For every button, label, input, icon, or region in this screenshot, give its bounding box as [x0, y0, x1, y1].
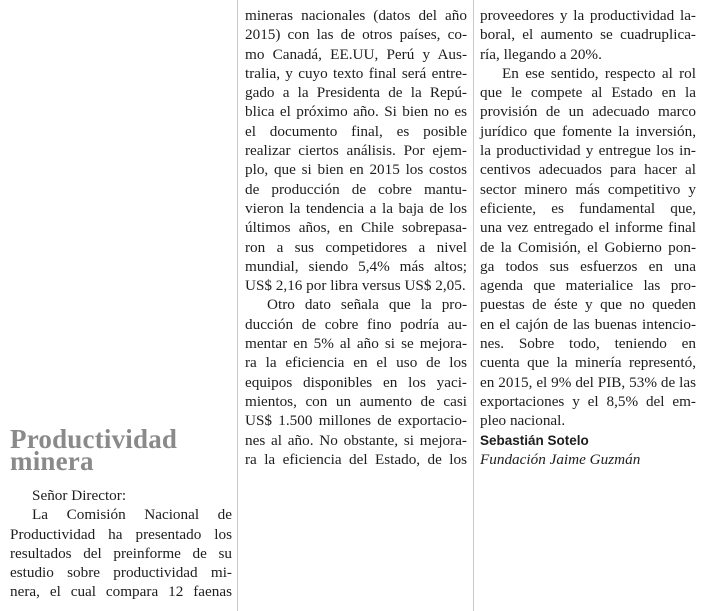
- column-rule: [237, 0, 238, 611]
- text-line: últimos años, en Chile sobrepasa-: [245, 219, 467, 237]
- text-line: plo, que si bien en 2015 los costos: [245, 161, 467, 179]
- text-line: La Comisión Nacional de: [32, 506, 232, 524]
- text-line: ra la eficiencia del Estado, de los: [245, 450, 467, 468]
- letter-column-2: [245, 6, 467, 469]
- text-line: de la Comisión, el Gobierno pon-: [480, 238, 696, 256]
- text-line: blica el próximo año. Si bien no es: [245, 103, 467, 121]
- text-line: US$ 2,16 por libra versus US$ 2,05.: [245, 277, 466, 295]
- letter-headline: [10, 424, 232, 476]
- column-rule: [473, 0, 474, 611]
- text-line: la productividad y entregue los in-: [480, 142, 696, 160]
- letter-column-1: [10, 424, 232, 602]
- text-line: en 2015, el 9% del PIB, 53% de las: [480, 373, 696, 391]
- text-line: una vez entregado el informe final: [480, 219, 696, 237]
- text-line: sector minero más competitivo y: [480, 180, 696, 198]
- text-line: proveedores y la productividad la-: [480, 7, 696, 24]
- text-line: mineras nacionales (datos del año: [245, 7, 467, 24]
- author-organization: Fundación Jaime Guzmán: [480, 450, 641, 468]
- text-line: resultados del preinforme de su: [10, 544, 232, 562]
- letter-author: Sebastián Sotelo: [480, 432, 589, 448]
- text-line: de producción de cobre mantu-: [245, 180, 467, 198]
- text-line: que le compete al Estado en la: [480, 84, 696, 102]
- text-line: ducción de cobre fino podría au-: [245, 315, 467, 333]
- text-line: estudio sobre productividad mi-: [10, 564, 232, 582]
- text-line: centivos adecuados para hacer al: [480, 161, 696, 179]
- text-line: nes al año. No obstante, si mejora-: [245, 431, 467, 449]
- text-line: Otro dato señala que la pro-: [267, 296, 467, 314]
- text-line: eficiente, es fundamental que,: [480, 199, 696, 217]
- text-line: gado a la Presidenta de la Repú-: [245, 84, 467, 102]
- text-line: nera, el cual compara 12 faenas: [10, 583, 232, 601]
- text-line: nes. Sobre todo, teniendo en: [480, 335, 696, 353]
- text-line: ra la eficiencia en el uso de los: [245, 354, 467, 372]
- text-line: Productividad ha presentado los: [10, 525, 232, 543]
- text-line: vieron la tendencia a la baja de los: [245, 199, 467, 217]
- text-line: boral, el aumento se cuadruplica-: [480, 26, 696, 44]
- text-line: cuenta que la minería representó,: [480, 354, 696, 372]
- text-line: realizar ciertos análisis. Por ejem-: [245, 142, 467, 160]
- text-line: pleo nacional.: [480, 412, 566, 430]
- text-line: mo Canadá, EE.UU, Perú y Aus-: [245, 45, 467, 63]
- text-line: puestas de éste y que no queden: [480, 296, 696, 314]
- text-line: el documento final, es posible: [245, 122, 467, 140]
- text-line: 2015) con las de otros países, co-: [245, 26, 467, 44]
- text-line: ría, llegando a 20%.: [480, 45, 602, 63]
- text-line: mientos, con un aumento de casi: [245, 392, 467, 410]
- text-line: mundial, siendo 5,4% más altos;: [245, 257, 467, 275]
- letter-column-3: [480, 6, 696, 469]
- salutation: Señor Director:: [32, 487, 127, 504]
- text-line: jurídico que fomente la inversión,: [480, 122, 696, 140]
- text-line: US$ 1.500 millones de exportacio-: [245, 412, 467, 430]
- text-line: En ese sentido, respecto al rol: [502, 64, 696, 82]
- text-line: ga todos sus esfuerzos en una: [480, 257, 696, 275]
- text-line: provisión de un adecuado marco: [480, 103, 696, 121]
- text-line: exportaciones y el 8,5% del em-: [480, 392, 696, 410]
- headline-line: Productividad: [10, 424, 178, 454]
- text-line: mentar en 5% al año si se mejora-: [245, 335, 467, 353]
- text-line: equipos disponibles en los yaci-: [245, 373, 467, 391]
- text-line: ron a sus competidores a nivel: [245, 238, 467, 256]
- text-line: en el cajón de las buenas intencio-: [480, 315, 696, 333]
- headline-line: minera: [10, 446, 94, 476]
- text-line: agenda que materialice las pro-: [480, 277, 696, 295]
- text-line: tralia, y cuyo texto final será entre-: [245, 64, 467, 82]
